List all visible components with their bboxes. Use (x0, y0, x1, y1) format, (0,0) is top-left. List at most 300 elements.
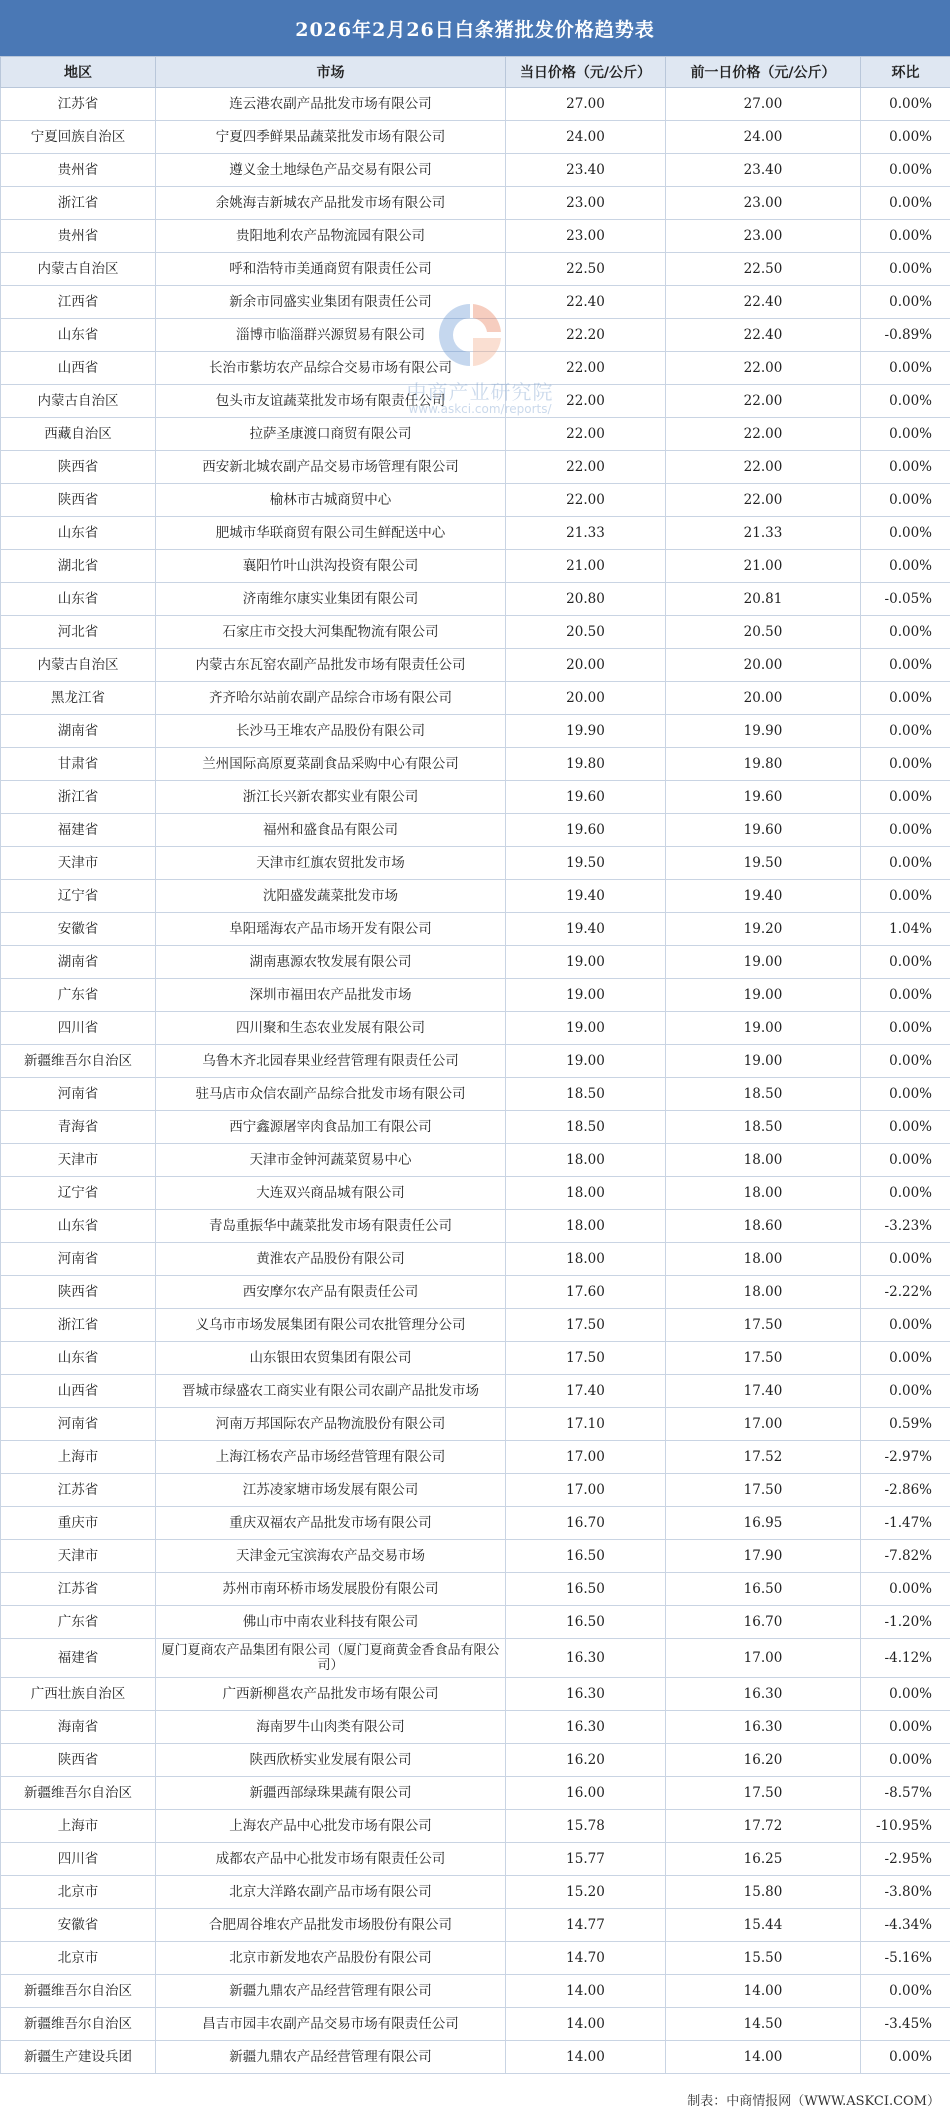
cell-market: 西安新北城农副产品交易市场管理有限公司 (156, 451, 506, 484)
cell-change: -2.86% (861, 1474, 950, 1507)
cell-change: 0.00% (861, 1573, 950, 1606)
cell-today-price: 18.50 (506, 1111, 666, 1144)
cell-market: 兰州国际高原夏菜副食品采购中心有限公司 (156, 748, 506, 781)
cell-region: 贵州省 (1, 154, 156, 187)
cell-change: 0.00% (861, 253, 950, 286)
cell-prev-price: 17.00 (666, 1408, 861, 1441)
cell-today-price: 22.00 (506, 484, 666, 517)
cell-change: 0.00% (861, 1375, 950, 1408)
cell-change: 0.00% (861, 352, 950, 385)
cell-market: 昌吉市园丰农副产品交易市场有限责任公司 (156, 2008, 506, 2041)
table-row (1, 1744, 950, 1777)
table-row (1, 814, 950, 847)
table-row (1, 1573, 950, 1606)
cell-region: 内蒙古自治区 (1, 649, 156, 682)
cell-change: -4.34% (861, 1909, 950, 1942)
cell-region: 河北省 (1, 616, 156, 649)
cell-today-price: 19.00 (506, 979, 666, 1012)
cell-market: 宁夏四季鲜果品蔬菜批发市场有限公司 (156, 121, 506, 154)
cell-region: 青海省 (1, 1111, 156, 1144)
cell-today-price: 15.77 (506, 1843, 666, 1876)
table-row (1, 1507, 950, 1540)
cell-region: 山东省 (1, 1342, 156, 1375)
watermark-name: 中商产业研究院 (406, 380, 554, 404)
cell-today-price: 14.00 (506, 2008, 666, 2041)
cell-change: -5.16% (861, 1942, 950, 1975)
table-row (1, 484, 950, 517)
cell-change: 0.00% (861, 418, 950, 451)
cell-region: 江西省 (1, 286, 156, 319)
cell-prev-price: 16.95 (666, 1507, 861, 1540)
table-row (1, 154, 950, 187)
table-title: 2026年2月26日白条猪批发价格趋势表 (0, 0, 950, 56)
table-row (1, 583, 950, 616)
table-row (1, 880, 950, 913)
cell-change: 0.00% (861, 781, 950, 814)
table-row (1, 1342, 950, 1375)
cell-market: 福州和盛食品有限公司 (156, 814, 506, 847)
cell-prev-price: 17.50 (666, 1342, 861, 1375)
cell-region: 天津市 (1, 847, 156, 880)
cell-prev-price: 24.00 (666, 121, 861, 154)
cell-change: 0.00% (861, 1111, 950, 1144)
table-row (1, 517, 950, 550)
cell-market: 包头市友谊蔬菜批发市场有限责任公司 (156, 385, 506, 418)
cell-today-price: 17.50 (506, 1342, 666, 1375)
cell-today-price: 20.00 (506, 649, 666, 682)
table-row (1, 550, 950, 583)
cell-prev-price: 19.60 (666, 781, 861, 814)
cell-market: 襄阳竹叶山洪沟投资有限公司 (156, 550, 506, 583)
cell-market: 驻马店市众信农副产品综合批发市场有限公司 (156, 1078, 506, 1111)
cell-change: 0.00% (861, 1078, 950, 1111)
cell-today-price: 20.80 (506, 583, 666, 616)
cell-market: 青岛重振华中蔬菜批发市场有限责任公司 (156, 1210, 506, 1243)
cell-market: 天津市红旗农贸批发市场 (156, 847, 506, 880)
cell-change: 0.00% (861, 814, 950, 847)
cell-prev-price: 17.40 (666, 1375, 861, 1408)
cell-today-price: 20.00 (506, 682, 666, 715)
table-row (1, 616, 950, 649)
cell-prev-price: 19.00 (666, 1045, 861, 1078)
table-row (1, 451, 950, 484)
table-row (1, 1276, 950, 1309)
cell-today-price: 22.00 (506, 385, 666, 418)
cell-market: 河南万邦国际农产品物流股份有限公司 (156, 1408, 506, 1441)
cell-prev-price: 22.00 (666, 484, 861, 517)
cell-market: 北京市新发地农产品股份有限公司 (156, 1942, 506, 1975)
cell-today-price: 16.30 (506, 1639, 666, 1678)
cell-prev-price: 16.25 (666, 1843, 861, 1876)
cell-prev-price: 14.50 (666, 2008, 861, 2041)
table-row (1, 847, 950, 880)
cell-today-price: 20.50 (506, 616, 666, 649)
table-row (1, 2008, 950, 2041)
cell-market: 长沙马王堆农产品股份有限公司 (156, 715, 506, 748)
cell-change: -2.97% (861, 1441, 950, 1474)
cell-region: 陕西省 (1, 1276, 156, 1309)
cell-market: 晋城市绿盛农工商实业有限公司农副产品批发市场 (156, 1375, 506, 1408)
cell-today-price: 18.00 (506, 1243, 666, 1276)
cell-today-price: 17.00 (506, 1441, 666, 1474)
cell-market: 天津市金钟河蔬菜贸易中心 (156, 1144, 506, 1177)
cell-change: -0.05% (861, 583, 950, 616)
cell-change: 0.59% (861, 1408, 950, 1441)
cell-region: 山西省 (1, 1375, 156, 1408)
cell-prev-price: 22.00 (666, 385, 861, 418)
cell-today-price: 27.00 (506, 88, 666, 121)
cell-change: 0.00% (861, 121, 950, 154)
cell-prev-price: 16.30 (666, 1678, 861, 1711)
cell-prev-price: 14.00 (666, 2041, 861, 2074)
cell-today-price: 14.70 (506, 1942, 666, 1975)
cell-region: 广西壮族自治区 (1, 1678, 156, 1711)
table-row (1, 1045, 950, 1078)
cell-today-price: 17.40 (506, 1375, 666, 1408)
cell-region: 天津市 (1, 1144, 156, 1177)
cell-market: 榆林市古城商贸中心 (156, 484, 506, 517)
cell-market: 湖南惠源农牧发展有限公司 (156, 946, 506, 979)
cell-prev-price: 18.00 (666, 1144, 861, 1177)
cell-today-price: 16.30 (506, 1678, 666, 1711)
table-row (1, 286, 950, 319)
cell-region: 浙江省 (1, 781, 156, 814)
cell-today-price: 19.00 (506, 1045, 666, 1078)
cell-change: -1.47% (861, 1507, 950, 1540)
cell-prev-price: 18.50 (666, 1111, 861, 1144)
cell-market: 合肥周谷堆农产品批发市场股份有限公司 (156, 1909, 506, 1942)
cell-prev-price: 22.00 (666, 352, 861, 385)
cell-region: 海南省 (1, 1711, 156, 1744)
column-header-prev-price: 前一日价格（元/公斤） (666, 57, 861, 88)
cell-prev-price: 22.50 (666, 253, 861, 286)
cell-region: 上海市 (1, 1441, 156, 1474)
cell-region: 河南省 (1, 1243, 156, 1276)
cell-today-price: 16.00 (506, 1777, 666, 1810)
cell-today-price: 16.20 (506, 1744, 666, 1777)
cell-prev-price: 18.00 (666, 1243, 861, 1276)
cell-prev-price: 20.81 (666, 583, 861, 616)
cell-today-price: 22.50 (506, 253, 666, 286)
cell-today-price: 17.60 (506, 1276, 666, 1309)
cell-region: 内蒙古自治区 (1, 253, 156, 286)
cell-market: 浙江长兴新农都实业有限公司 (156, 781, 506, 814)
cell-region: 广东省 (1, 979, 156, 1012)
cell-today-price: 16.30 (506, 1711, 666, 1744)
cell-prev-price: 17.50 (666, 1309, 861, 1342)
cell-market: 齐齐哈尔站前农副产品综合市场有限公司 (156, 682, 506, 715)
cell-change: 0.00% (861, 2041, 950, 2074)
cell-change: 0.00% (861, 979, 950, 1012)
cell-market: 沈阳盛发蔬菜批发市场 (156, 880, 506, 913)
cell-today-price: 16.50 (506, 1573, 666, 1606)
cell-change: -10.95% (861, 1810, 950, 1843)
cell-region: 湖南省 (1, 715, 156, 748)
table-row (1, 1408, 950, 1441)
cell-change: 0.00% (861, 880, 950, 913)
cell-region: 天津市 (1, 1540, 156, 1573)
cell-market: 阜阳瑶海农产品市场开发有限公司 (156, 913, 506, 946)
cell-market: 广西新柳邕农产品批发市场有限公司 (156, 1678, 506, 1711)
cell-market: 乌鲁木齐北园春果业经营管理有限责任公司 (156, 1045, 506, 1078)
cell-today-price: 17.50 (506, 1309, 666, 1342)
cell-market: 北京大洋路农副产品市场有限公司 (156, 1876, 506, 1909)
table-row (1, 1639, 950, 1678)
cell-prev-price: 22.00 (666, 418, 861, 451)
cell-prev-price: 16.50 (666, 1573, 861, 1606)
cell-prev-price: 17.72 (666, 1810, 861, 1843)
cell-region: 广东省 (1, 1606, 156, 1639)
cell-region: 福建省 (1, 1639, 156, 1678)
cell-region: 福建省 (1, 814, 156, 847)
cell-market: 新疆西部绿珠果蔬有限公司 (156, 1777, 506, 1810)
cell-prev-price: 23.00 (666, 187, 861, 220)
cell-today-price: 14.00 (506, 2041, 666, 2074)
cell-prev-price: 19.00 (666, 946, 861, 979)
cell-market: 厦门夏商农产品集团有限公司（厦门夏商黄金香食品有限公司） (156, 1639, 506, 1678)
cell-change: -0.89% (861, 319, 950, 352)
cell-market: 石家庄市交投大河集配物流有限公司 (156, 616, 506, 649)
cell-today-price: 15.20 (506, 1876, 666, 1909)
table-row (1, 1909, 950, 1942)
cell-region: 山东省 (1, 517, 156, 550)
cell-market: 长治市紫坊农产品综合交易市场有限公司 (156, 352, 506, 385)
cell-region: 辽宁省 (1, 1177, 156, 1210)
cell-market: 海南罗牛山肉类有限公司 (156, 1711, 506, 1744)
cell-today-price: 16.50 (506, 1606, 666, 1639)
cell-region: 浙江省 (1, 1309, 156, 1342)
cell-prev-price: 19.60 (666, 814, 861, 847)
table-row (1, 1177, 950, 1210)
cell-change: -1.20% (861, 1606, 950, 1639)
table-row (1, 385, 950, 418)
header-row (1, 57, 950, 88)
table-row (1, 1309, 950, 1342)
cell-region: 新疆维吾尔自治区 (1, 1975, 156, 2008)
cell-market: 连云港农副产品批发市场有限公司 (156, 88, 506, 121)
cell-prev-price: 23.40 (666, 154, 861, 187)
cell-region: 甘肃省 (1, 748, 156, 781)
column-header-today-price: 当日价格（元/公斤） (506, 57, 666, 88)
cell-region: 河南省 (1, 1078, 156, 1111)
cell-today-price: 19.60 (506, 781, 666, 814)
cell-market: 内蒙古东瓦窑农副产品批发市场有限责任公司 (156, 649, 506, 682)
cell-market: 江苏凌家塘市场发展有限公司 (156, 1474, 506, 1507)
table-row (1, 649, 950, 682)
cell-change: 0.00% (861, 1012, 950, 1045)
cell-today-price: 21.33 (506, 517, 666, 550)
cell-prev-price: 17.00 (666, 1639, 861, 1678)
cell-prev-price: 18.50 (666, 1078, 861, 1111)
cell-change: 0.00% (861, 385, 950, 418)
cell-prev-price: 17.50 (666, 1777, 861, 1810)
cell-today-price: 19.60 (506, 814, 666, 847)
cell-prev-price: 18.00 (666, 1276, 861, 1309)
cell-change: 0.00% (861, 616, 950, 649)
table-row (1, 1540, 950, 1573)
table-row (1, 748, 950, 781)
cell-prev-price: 16.70 (666, 1606, 861, 1639)
cell-change: 0.00% (861, 1144, 950, 1177)
cell-prev-price: 19.80 (666, 748, 861, 781)
cell-region: 河南省 (1, 1408, 156, 1441)
cell-change: 0.00% (861, 1309, 950, 1342)
cell-change: -2.95% (861, 1843, 950, 1876)
cell-region: 北京市 (1, 1876, 156, 1909)
cell-region: 湖南省 (1, 946, 156, 979)
cell-market: 深圳市福田农产品批发市场 (156, 979, 506, 1012)
cell-change: 0.00% (861, 550, 950, 583)
watermark-url: www.askci.com/reports/ (408, 402, 552, 416)
table-row (1, 418, 950, 451)
table-row (1, 1942, 950, 1975)
cell-change: 0.00% (861, 484, 950, 517)
table-row (1, 1711, 950, 1744)
column-header-change: 环比 (861, 57, 950, 88)
cell-change: 0.00% (861, 517, 950, 550)
cell-prev-price: 19.00 (666, 1012, 861, 1045)
cell-change: 0.00% (861, 715, 950, 748)
cell-region: 宁夏回族自治区 (1, 121, 156, 154)
cell-market: 成都农产品中心批发市场有限责任公司 (156, 1843, 506, 1876)
cell-prev-price: 19.40 (666, 880, 861, 913)
cell-region: 北京市 (1, 1942, 156, 1975)
cell-change: 0.00% (861, 187, 950, 220)
cell-market: 呼和浩特市美通商贸有限责任公司 (156, 253, 506, 286)
cell-prev-price: 19.20 (666, 913, 861, 946)
cell-change: -2.22% (861, 1276, 950, 1309)
table-body (1, 88, 950, 2074)
cell-market: 贵阳地利农产品物流园有限公司 (156, 220, 506, 253)
cell-region: 陕西省 (1, 451, 156, 484)
cell-market: 义乌市市场发展集团有限公司农批管理分公司 (156, 1309, 506, 1342)
cell-change: -3.45% (861, 2008, 950, 2041)
cell-prev-price: 27.00 (666, 88, 861, 121)
cell-market: 济南维尔康实业集团有限公司 (156, 583, 506, 616)
cell-today-price: 18.00 (506, 1144, 666, 1177)
cell-region: 重庆市 (1, 1507, 156, 1540)
cell-market: 肥城市华联商贸有限公司生鲜配送中心 (156, 517, 506, 550)
price-table (0, 56, 950, 2074)
cell-prev-price: 18.00 (666, 1177, 861, 1210)
cell-today-price: 19.40 (506, 880, 666, 913)
cell-change: 0.00% (861, 946, 950, 979)
cell-market: 佛山市中南农业科技有限公司 (156, 1606, 506, 1639)
cell-market: 余姚海吉新城农产品批发市场有限公司 (156, 187, 506, 220)
table-row (1, 253, 950, 286)
column-header-market: 市场 (156, 57, 506, 88)
table-row (1, 1876, 950, 1909)
cell-today-price: 23.40 (506, 154, 666, 187)
cell-today-price: 17.10 (506, 1408, 666, 1441)
cell-market: 西宁鑫源屠宰肉食品加工有限公司 (156, 1111, 506, 1144)
cell-region: 新疆生产建设兵团 (1, 2041, 156, 2074)
cell-region: 新疆维吾尔自治区 (1, 2008, 156, 2041)
cell-today-price: 19.50 (506, 847, 666, 880)
table-row (1, 1474, 950, 1507)
cell-prev-price: 16.20 (666, 1744, 861, 1777)
table-row (1, 1441, 950, 1474)
cell-region: 江苏省 (1, 1573, 156, 1606)
cell-change: -4.12% (861, 1639, 950, 1678)
cell-region: 西藏自治区 (1, 418, 156, 451)
cell-change: -3.80% (861, 1876, 950, 1909)
cell-today-price: 22.00 (506, 418, 666, 451)
cell-change: 0.00% (861, 1975, 950, 2008)
cell-market: 遵义金土地绿色产品交易有限公司 (156, 154, 506, 187)
table-row (1, 1078, 950, 1111)
cell-prev-price: 17.90 (666, 1540, 861, 1573)
cell-change: 0.00% (861, 748, 950, 781)
cell-prev-price: 21.00 (666, 550, 861, 583)
cell-change: 0.00% (861, 220, 950, 253)
cell-today-price: 23.00 (506, 220, 666, 253)
cell-region: 江苏省 (1, 1474, 156, 1507)
cell-region: 四川省 (1, 1012, 156, 1045)
cell-region: 贵州省 (1, 220, 156, 253)
cell-region: 陕西省 (1, 484, 156, 517)
table-row (1, 913, 950, 946)
cell-change: 0.00% (861, 1243, 950, 1276)
cell-change: 0.00% (861, 1678, 950, 1711)
table-row (1, 946, 950, 979)
cell-market: 四川聚和生态农业发展有限公司 (156, 1012, 506, 1045)
cell-region: 新疆维吾尔自治区 (1, 1777, 156, 1810)
cell-region: 湖北省 (1, 550, 156, 583)
table-row (1, 1678, 950, 1711)
table-row (1, 220, 950, 253)
cell-change: 0.00% (861, 1711, 950, 1744)
table-row (1, 1777, 950, 1810)
table-row (1, 1843, 950, 1876)
cell-prev-price: 19.00 (666, 979, 861, 1012)
cell-today-price: 21.00 (506, 550, 666, 583)
cell-region: 四川省 (1, 1843, 156, 1876)
table-row (1, 187, 950, 220)
cell-change: 0.00% (861, 1177, 950, 1210)
cell-prev-price: 16.30 (666, 1711, 861, 1744)
cell-region: 新疆维吾尔自治区 (1, 1045, 156, 1078)
cell-prev-price: 19.90 (666, 715, 861, 748)
table-row (1, 2041, 950, 2074)
table-row (1, 121, 950, 154)
cell-prev-price: 15.80 (666, 1876, 861, 1909)
cell-today-price: 15.78 (506, 1810, 666, 1843)
cell-prev-price: 21.33 (666, 517, 861, 550)
cell-today-price: 24.00 (506, 121, 666, 154)
cell-market: 重庆双福农产品批发市场有限公司 (156, 1507, 506, 1540)
cell-change: 0.00% (861, 1342, 950, 1375)
cell-region: 内蒙古自治区 (1, 385, 156, 418)
cell-prev-price: 19.50 (666, 847, 861, 880)
cell-region: 浙江省 (1, 187, 156, 220)
cell-region: 安徽省 (1, 1909, 156, 1942)
table-row (1, 1210, 950, 1243)
cell-today-price: 19.40 (506, 913, 666, 946)
cell-prev-price: 22.00 (666, 451, 861, 484)
cell-today-price: 22.40 (506, 286, 666, 319)
cell-prev-price: 20.00 (666, 649, 861, 682)
cell-prev-price: 23.00 (666, 220, 861, 253)
table-row (1, 1810, 950, 1843)
cell-market: 天津金元宝滨海农产品交易市场 (156, 1540, 506, 1573)
cell-region: 上海市 (1, 1810, 156, 1843)
cell-region: 江苏省 (1, 88, 156, 121)
cell-today-price: 18.00 (506, 1210, 666, 1243)
table-row (1, 1375, 950, 1408)
cell-prev-price: 15.44 (666, 1909, 861, 1942)
cell-today-price: 22.20 (506, 319, 666, 352)
